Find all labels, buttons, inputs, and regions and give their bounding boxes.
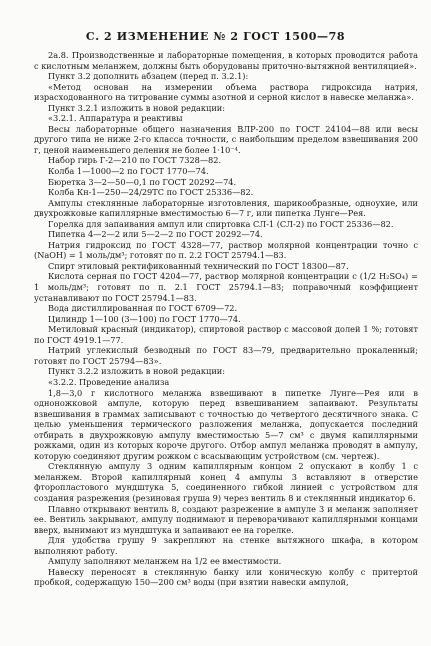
- paragraph: Кислота серная по ГОСТ 4204—77, раствор молярной концентрации с (1/2 H₂SO₄) = 1 моль/дм³; готовят по п. 2.1 ГОСТ 25794.1—83; поправочный коэффициент устанавливают по ГОСТ 25794.1—83.: [34, 271, 418, 303]
- paragraph: Спирт этиловый ректификованный технический по ГОСТ 18300—87.: [48, 260, 349, 271]
- paragraph: 2а.8. Производственные и лабораторные помещения, в которых проводится работа с кислотным меланжем, должны быть оборудованы приточно-вытяжной вентиляцией».: [34, 50, 418, 71]
- paragraph: Ампулу заполняют меланжем на 1/2 ее вместимости.: [48, 556, 282, 567]
- section-heading: «3.2.2. Проведение анализа: [48, 376, 170, 387]
- paragraph: Стеклянную ампулу 3 одним капиллярным концом 2 опускают в колбу 1 с меланжем. Второй капиллярный конец 4 ампулы 3 вставляют в отверстие фторопластового мундштука 5, соединенного гибкой линией с устройством для создания разрежения (резиновая груша 9) через вентиль 8 и стеклянный индикатор 6.: [34, 461, 418, 503]
- paragraph: Горелка для запаивания ампул или спиртовка СЛ-1 (СЛ-2) по ГОСТ 25336—82.: [48, 218, 394, 229]
- paragraph: Плавно открывают вентиль 8, создают разрежение в ампуле 3 и меланж заполняет ее. Вентиль закрывают, ампулу поднимают и переворачивают капиллярными концами вверх, вынимают из мундштука и запаивают ее на горелке.: [34, 503, 418, 535]
- paragraph: Пункт 3.2 дополнить абзацем (перед п. 3.2.1):: [48, 71, 249, 82]
- document-body: [34, 50, 418, 588]
- paragraph: Пункт 3.2.1 изложить в новой редакции:: [48, 102, 225, 113]
- paragraph: Весы лабораторные общего назначения ВЛР-200 по ГОСТ 24104—88 или весы другого типа не ниже 2-го класса точности, с наибольшим пределом взвешивания 200 г, ценой наименьшего деления не более 1·10⁻⁴.: [34, 123, 418, 155]
- paragraph: Набор гирь Г-2—210 по ГОСТ 7328—82.: [48, 155, 222, 166]
- paragraph: Метиловый красный (индикатор), спиртовой раствор с массовой долей 1 %; готовят по ГОСТ 4919.1—77.: [34, 324, 418, 345]
- paragraph: Вода дистиллированная по ГОСТ 6709—72.: [48, 303, 238, 314]
- section-heading: «3.2.1. Аппаратура и реактивы: [48, 113, 183, 124]
- paragraph: Колба Кн-1—250—24/29ТС по ГОСТ 25336—82.: [48, 187, 254, 198]
- paragraph: Пипетка 4—2—2 или 5—2—2 по ГОСТ 20292—74.: [48, 229, 263, 240]
- paragraph: Ампулы стеклянные лабораторные изготовления, шарикообразные, одноухие, или двухрожковые капиллярные вместимостью 6—7 г, или пипетка Лунге—Рея.: [34, 197, 418, 219]
- paragraph: Пункт 3.2.2 изложить в новой редакции:: [48, 366, 225, 377]
- paragraph: Бюретка 3—2—50—0,1 по ГОСТ 20292—74.: [48, 176, 237, 187]
- paragraph: Натрий углекислый безводный по ГОСТ 83—79, предварительно прокаленный; готовят по ГОСТ 25794—83».: [34, 345, 418, 366]
- paragraph: 1,8—3,0 г кислотного меланжа взвешивают в пипетке Лунге—Рея или в одноножковой ампуле, которую перед взвешиванием запаивают. Результаты взвешивания в граммах записывают с точностью до четвертого десятичного знака. С целью уменьшения термического разложения меланжа, допускается последний отбирать в двухрожковую ампулу вместимостью 5—7 см³ с двумя капиллярными рожками, один из которых короче другого. Отбор ампул меланжа проводят в ампулу, которую соединяют другим рожком с всасывающим устройством (см. чертеж).: [34, 387, 418, 461]
- paragraph: Колба 1—1000—2 по ГОСТ 1770—74.: [48, 166, 209, 177]
- paragraph: Для удобства грушу 9 закрепляют на стенке вытяжного шкафа, в котором выполняют работу.: [34, 535, 418, 556]
- paragraph: Навеску переносят в стеклянную банку или коническую колбу с притертой пробкой, содержащую 150—200 см³ воды (при взятии навески ампулой,: [34, 566, 418, 588]
- paragraph: «Метод основан на измерении объема раствора гидроксида натрия, израсходованного на титрование суммы азотной и серной кислот в навеске меланжа».: [34, 81, 418, 103]
- paragraph: Цилиндр 1—100 (3—100) по ГОСТ 1770—74.: [48, 313, 241, 324]
- paragraph: Натрия гидроксид по ГОСТ 4328—77, раствор молярной концентрации точно с (NaOH) = 1 моль/дм³; готовят по п. 2.2 ГОСТ 25794.1—83.: [34, 239, 418, 261]
- page-header: С. 2 ИЗМЕНЕНИЕ № 2 ГОСТ 1500—78: [85, 30, 346, 43]
